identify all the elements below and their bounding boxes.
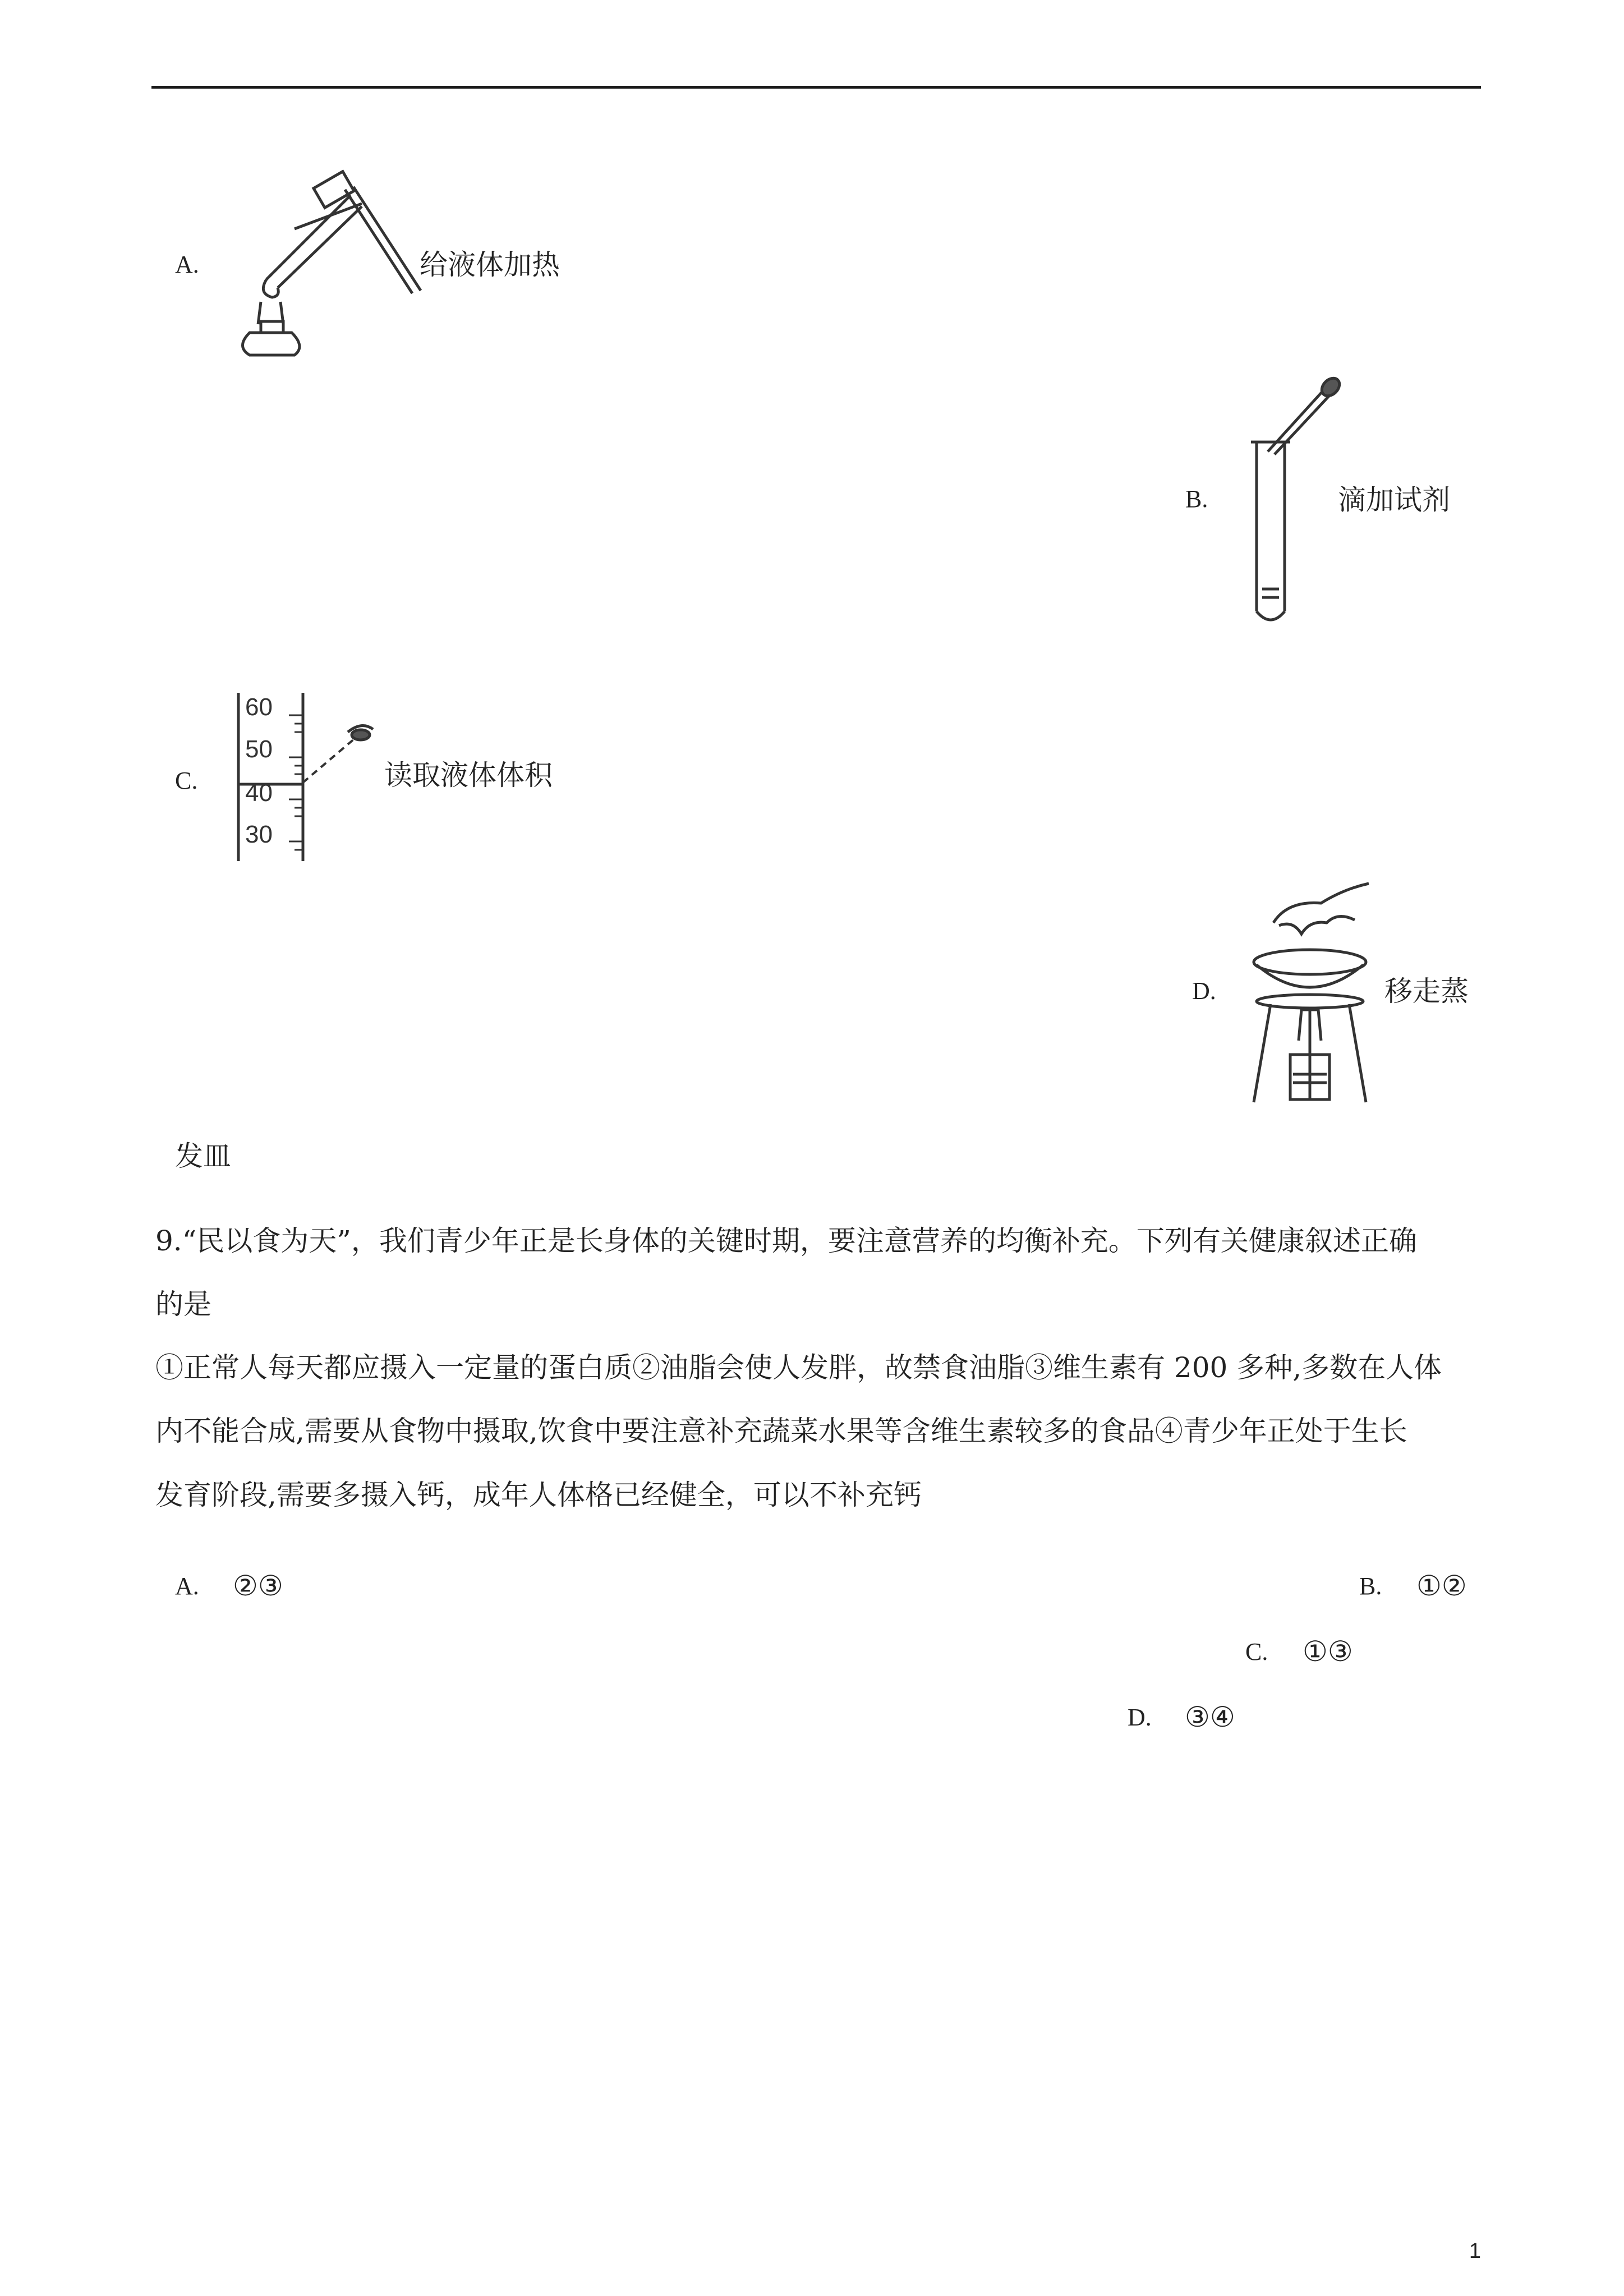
evaporating-dish-figure: [1248, 881, 1383, 1107]
tick-label-60: 60: [245, 693, 273, 721]
graduated-cylinder-reading-figure: [227, 690, 384, 866]
q9-option-d-label: D.: [1128, 1704, 1152, 1731]
q9-option-c-text: ①③: [1303, 1635, 1353, 1668]
q8-option-c-label: C.: [175, 767, 198, 794]
q8-option-c-text: 读取液体体积: [384, 759, 553, 792]
q9-option-d-text: ③④: [1185, 1701, 1235, 1733]
q9-stem-line-2: 的是: [155, 1288, 211, 1320]
q8-option-b-text: 滴加试剂: [1338, 484, 1450, 516]
dropper-test-tube-figure: [1245, 376, 1346, 625]
q8-option-d-continuation: 发皿: [175, 1140, 231, 1172]
q9-statements-line-2: 内不能合成,需要从食物中摄取,饮食中要注意补充蔬菜水果等含维生素较多的食品④青少年正处于生长: [155, 1415, 1407, 1447]
q8-option-a-label: A.: [175, 251, 199, 278]
q8-option-b-label: B.: [1185, 485, 1208, 513]
q9-statements-line-1: ①正常人每天都应摄入一定量的蛋白质②油脂会使人发胖，故禁食油脂③维生素有 200 多种,多数在人体: [155, 1351, 1442, 1384]
q9-option-a-label: A.: [175, 1572, 199, 1600]
tick-label-50: 50: [245, 735, 273, 763]
page-number: 1: [1469, 2239, 1481, 2263]
q9-stem-line-1: 9.“民以食为天”，我们青少年正是长身体的关键时期，要注意营养的均衡补充。下列有关健康叙述正确: [155, 1225, 1417, 1257]
q9-option-b-label: B.: [1359, 1572, 1382, 1600]
heating-liquid-figure: [227, 167, 418, 360]
q8-option-d-text: 移走蒸: [1384, 975, 1469, 1007]
q8-option-d-label: D.: [1192, 977, 1216, 1005]
header-rule: [151, 86, 1481, 89]
q9-option-c-label: C.: [1245, 1638, 1268, 1665]
q9-statements-line-3: 发育阶段,需要多摄入钙，成年人体格已经健全，可以不补充钙: [155, 1479, 922, 1511]
q9-option-b-text: ①②: [1416, 1570, 1467, 1602]
q9-option-a-text: ②③: [233, 1570, 283, 1602]
tick-label-40: 40: [245, 779, 273, 807]
tick-label-30: 30: [245, 821, 273, 848]
q8-option-a-text: 给液体加热: [420, 249, 560, 281]
